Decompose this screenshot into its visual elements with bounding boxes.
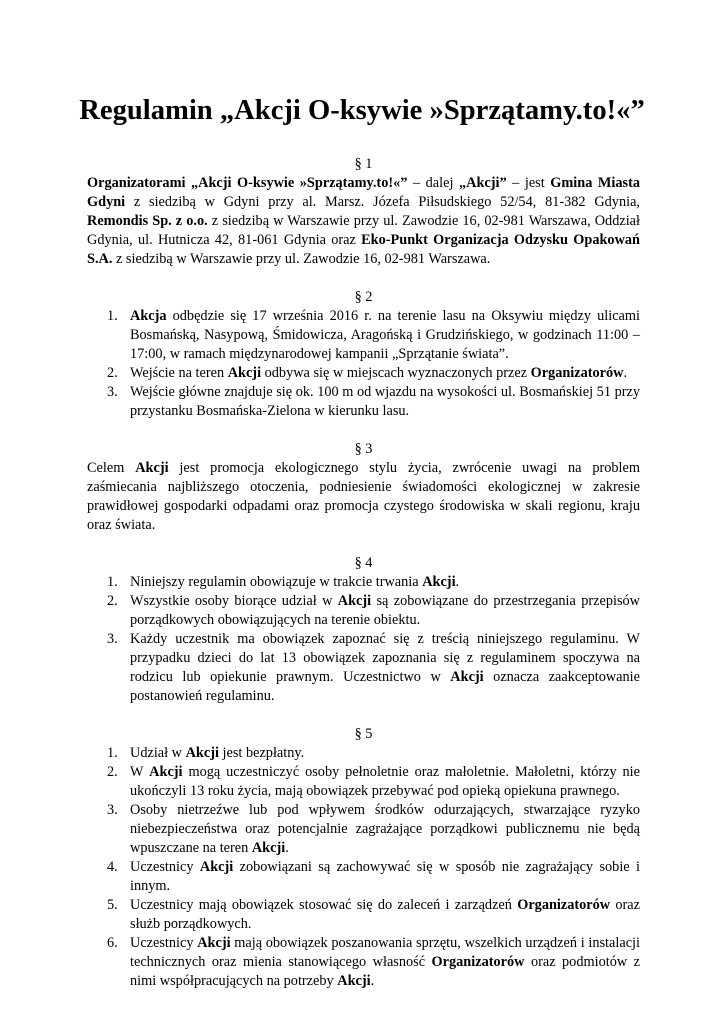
list-item-number: 5.: [107, 897, 118, 913]
list-item: 6. Uczestnicy Akcji mają obowiązek poszanowania sprzętu, wszelkich urządzeń i instalacji technicznych oraz mienia stanowiącego własność Organizatorów oraz podmiotów z nimi współpracujących na potrzeby Akcji.: [107, 935, 640, 989]
section-2: [87, 288, 640, 421]
section-3: [87, 440, 640, 535]
list-item-number: 2.: [107, 365, 118, 381]
bold-term: Organizatorami „Akcji O-ksywie »Sprzątamy.to!«”: [87, 175, 408, 191]
bold-term: Eko-Punkt Organizacja Odzysku Opakowań S.A.: [87, 232, 640, 267]
list-item-number: 3.: [107, 631, 118, 647]
list-item-number: 2.: [107, 764, 118, 780]
bold-term: Akcji: [251, 840, 286, 856]
list-item: 3. Osoby nietrzeźwe lub pod wpływem środków odurzających, stwarzające ryzyko niebezpieczeństwa oraz potencjalnie zagrażające porządkowi publicznemu nie będą wpuszczane na teren Akcji.: [107, 802, 640, 856]
bold-term: Akcji: [337, 973, 371, 989]
list-item-number: 4.: [107, 859, 118, 875]
list-item: 3. Wejście główne znajduje się ok. 100 m od wjazdu na wysokości ul. Bosmańskiej 51 przy przystanku Bosmańska-Zielona w kierunku lasu.: [107, 384, 640, 419]
bold-term: Gmina Miasta Gdyni: [87, 175, 640, 210]
list-item: 4. Uczestnicy Akcji zobowiązani są zachowywać się w sposób nie zagrażający sobie i innym.: [107, 859, 640, 894]
bold-term: Organizatorów: [530, 365, 624, 381]
list-item: 2. Wejście na teren Akcji odbywa się w miejscach wyznaczonych przez Organizatorów.: [107, 365, 628, 381]
list-item-number: 1.: [107, 745, 118, 761]
bold-term: Akcja: [130, 308, 167, 324]
bold-term: Akcji: [450, 669, 484, 685]
list-item: 1. Niniejszy regulamin obowiązuje w trakcie trwania Akcji.: [107, 574, 460, 590]
list-item-number: 1.: [107, 574, 118, 590]
section-number: § 1: [354, 156, 373, 172]
bold-term: Akcji: [149, 764, 183, 780]
list-item-number: 3.: [107, 802, 118, 818]
list-item: 1. Udział w Akcji jest bezpłatny.: [107, 745, 305, 761]
bold-term: Akcji: [185, 745, 219, 761]
bold-term: Akcji: [199, 859, 234, 875]
section-number: § 2: [354, 289, 373, 305]
section-1: [87, 155, 640, 269]
list-item-number: 3.: [107, 384, 118, 400]
list-item: 2. W Akcji mogą uczestniczyć osoby pełnoletnie oraz małoletnie. Małoletni, którzy nie ukończyli 13 roku życia, mają obowiązek przebywać pod opieką opiekuna prawnego.: [107, 764, 641, 799]
bold-term: Akcji: [197, 935, 231, 951]
numbered-list: [87, 744, 640, 991]
section-number: § 4: [354, 555, 373, 571]
section-number: § 3: [354, 441, 373, 457]
list-item-number: 6.: [107, 935, 118, 951]
section-5: [87, 725, 640, 991]
bold-term: Akcji: [337, 593, 372, 609]
bold-term: Akcji: [227, 365, 262, 381]
list-item: 5. Uczestnicy mają obowiązek stosować się do zaleceń i zarządzeń Organizatorów oraz służb porządkowych.: [107, 897, 640, 932]
bold-term: Remondis Sp. z o.o.: [87, 213, 208, 229]
list-item: 1. Akcja odbędzie się 17 września 2016 r. na terenie lasu na Oksywiu między ulicami Bosmańską, Nasypową, Śmidowicza, Aragońską i Grudzińskiego, w godzinach 11:00 – 17:00, w ramach międzynarodowej kampanii „Sprzątanie świata”.: [107, 308, 640, 362]
section-paragraph: Celem Akcji jest promocja ekologicznego stylu życia, zwrócenie uwagi na problem zaśmiecania najbliższego otoczenia, podniesienie świadomości ekologicznej w zakresie prawidłowej gospodarki odpadami oraz promocja czystego środowiska w skali regionu, kraju oraz świata.: [87, 460, 640, 533]
numbered-list: [87, 573, 640, 706]
section-paragraph: Organizatorami „Akcji O-ksywie »Sprzątamy.to!«” – dalej „Akcji” – jest Gmina Miasta Gdyni z siedzibą w Gdyni przy al. Marsz. Józefa Piłsudskiego 52/54, 81-382 Gdynia, Remondis Sp. z o.o. z siedzibą w Warszawie przy ul. Zawodzie 16, 02-981 Warszawa, Oddział Gdynia, ul. Hutnicza 42, 81-061 Gdynia oraz Eko-Punkt Organizacja Odzysku Opakowań S.A. z siedzibą w Warszawie przy ul. Zawodzie 16, 02-981 Warszawa.: [87, 175, 640, 267]
bold-term: Akcji: [422, 574, 456, 590]
section-number: § 5: [354, 726, 373, 742]
list-item: 2. Wszystkie osoby biorące udział w Akcji są zobowiązane do przestrzegania przepisów porządkowych obowiązujących na terenie obiektu.: [107, 593, 640, 628]
bold-term: Organizatorów: [517, 897, 611, 913]
numbered-list: [87, 307, 640, 421]
bold-term: „Akcji”: [458, 175, 507, 191]
bold-term: Akcji: [135, 460, 169, 476]
document-title: Regulamin „Akcji O-ksywie »Sprzątamy.to!«”: [79, 95, 645, 126]
document-body: [87, 155, 640, 1010]
list-item-number: 2.: [107, 593, 118, 609]
bold-term: Organizatorów: [431, 954, 525, 970]
list-item: 3. Każdy uczestnik ma obowiązek zapoznać się z treścią niniejszego regulaminu. W przypadku dzieci do lat 13 obowiązek zapoznania się z regulaminem spoczywa na rodzicu lub opiekunie prawnym. Uczestnictwo w Akcji oznacza zaakceptowanie postanowień regulaminu.: [107, 631, 640, 704]
section-4: [87, 554, 640, 706]
list-item-number: 1.: [107, 308, 118, 324]
